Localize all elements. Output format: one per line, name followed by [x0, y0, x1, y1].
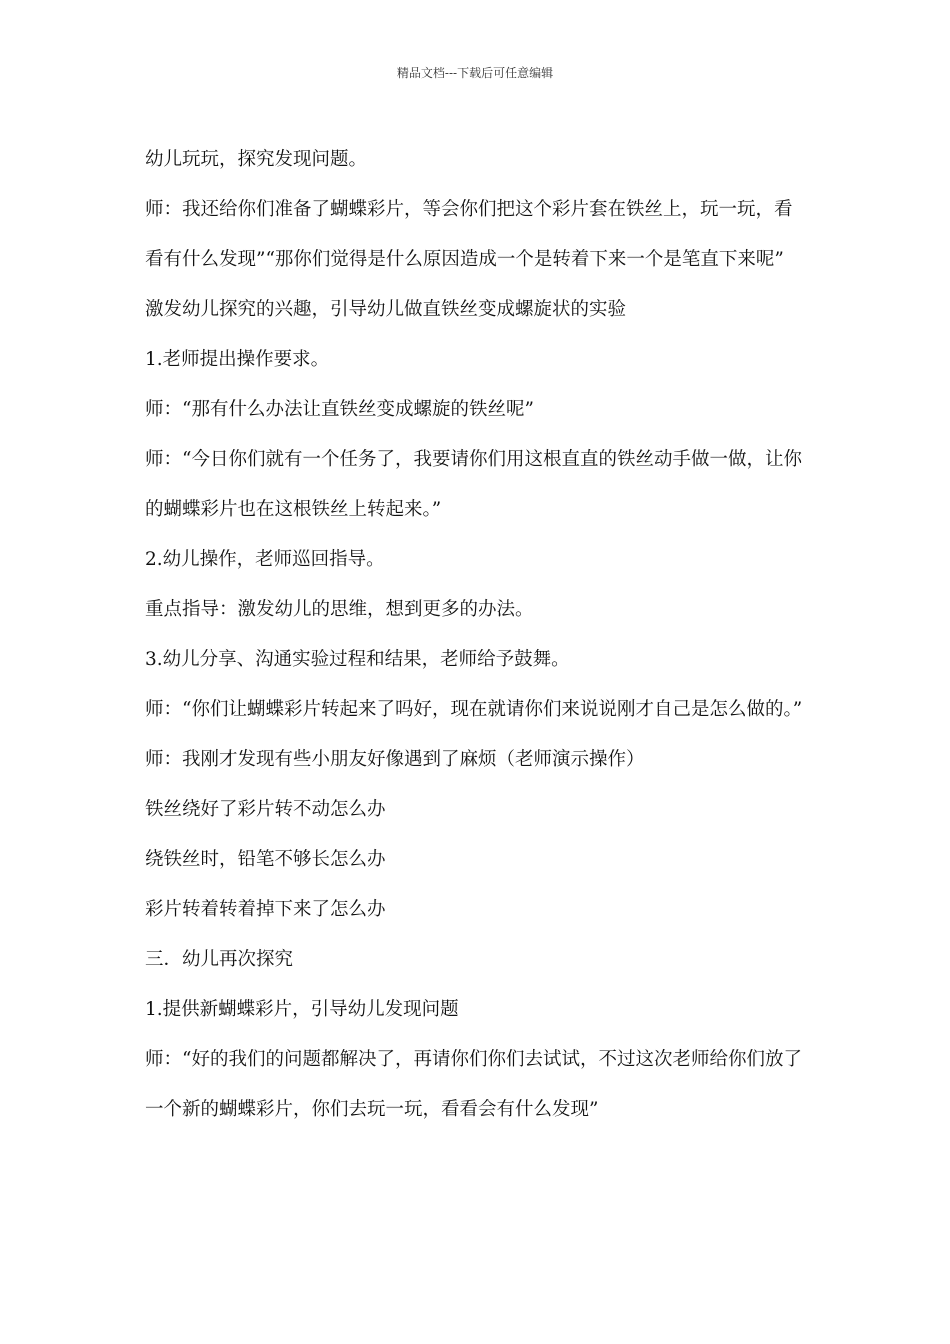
paragraph: 师：我还给你们准备了蝴蝶彩片，等会你们把这个彩片套在铁丝上，玩一玩，看看有什么发现”“那你们觉得是什么原因造成一个是转着下来一个是笔直下来呢” [145, 199, 793, 270]
paragraph: 3.幼儿分享、沟通实验过程和结果，老师给予鼓舞。 [145, 649, 570, 670]
paragraph: 师：“今日你们就有一个任务了，我要请你们用这根直直的铁丝动手做一做，让你的蝴蝶彩片也在这根铁丝上转起来。” [145, 449, 802, 520]
section-heading: 三．幼儿再次探究 [145, 949, 294, 970]
paragraph: 重点指导：激发幼儿的思维，想到更多的办法。 [145, 599, 534, 620]
paragraph: 激发幼儿探究的兴趣，引导幼儿做直铁丝变成螺旋状的实验 [145, 299, 627, 320]
paragraph: 师：“你们让蝴蝶彩片转起来了吗好，现在就请你们来说说刚才自己是怎么做的。” [145, 699, 803, 720]
paragraph: 彩片转着转着掉下来了怎么办 [145, 899, 386, 920]
page-header: 精品文档---下载后可任意编辑 [396, 66, 554, 80]
paragraph: 1.老师提出操作要求。 [145, 349, 330, 370]
paragraph: 铁丝绕好了彩片转不动怎么办 [145, 799, 386, 820]
paragraph: 师：我刚才发现有些小朋友好像遇到了麻烦（老师演示操作） [145, 749, 645, 770]
document-body [145, 135, 805, 1135]
paragraph: 师：“好的我们的问题都解决了，再请你们你们去试试，不过这次老师给你们放了一个新的蝴蝶彩片，你们去玩一玩，看看会有什么发现” [145, 1049, 802, 1120]
paragraph: 幼儿玩玩，探究发现问题。 [145, 149, 368, 170]
paragraph: 1.提供新蝴蝶彩片，引导幼儿发现问题 [145, 999, 459, 1020]
paragraph: 绕铁丝时，铅笔不够长怎么办 [145, 849, 386, 870]
paragraph: 师：“那有什么办法让直铁丝变成螺旋的铁丝呢” [145, 399, 534, 420]
paragraph: 2.幼儿操作，老师巡回指导。 [145, 549, 385, 570]
